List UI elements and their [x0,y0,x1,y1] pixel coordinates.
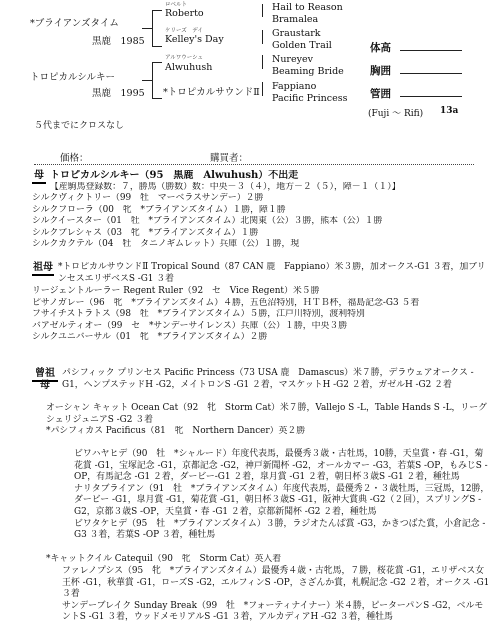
great-progeny-2 [74,449,492,542]
dam-name: トロピカルシルキー [30,72,116,83]
great-progeny [46,403,492,438]
divider [34,164,474,165]
cannon-field[interactable] [400,96,462,97]
section-mark-dam: 母 [32,170,46,184]
pedigree-g8: Pacific Princess [272,93,348,104]
dam-sire-name: Alwuhush [165,62,213,73]
granddam-section [58,262,490,285]
great-line: ファレノプシス（95 牝 *ブライアンズタイム）最優秀４歳・古牝馬，７勝，桜花賞 -G1，エリザベス女王杯 -G1，秋華賞 -G1，ローズS -G2，エルフィンS -OP，さざんか賞，札幌記念 -G2 ２着，オークス -G1 ３着 [62,566,490,600]
section-mark-great: 曾祖母 [32,368,58,382]
girth-field[interactable] [400,73,462,74]
girth-label: 胸囲 [370,65,391,77]
bracket-line [262,82,263,96]
pedigree-g4: Golden Trail [272,40,332,51]
great-progeny-3 [46,554,492,566]
bracket-line [142,80,152,81]
sire-sire-name: Roberto [165,8,204,19]
dam-dam-name: *トロピカルサウンドⅡ [163,87,260,98]
bracket-line [262,55,263,69]
dam-line: シルクイースター（01 牡 *ブライアンズタイム）北関東（公）３勝，熊本（公）１勝 [32,216,383,227]
bracket-line [152,46,162,47]
great-line: サンデーブレイク Sunday Break（99 牡 *フォーティナイナー）米４勝，ピーターパンS -G2，ベルモントS -G1 ３着，ウッドメモリアルS -G1 ３着，アルカディアH -G2 ３着，種牡馬 [62,600,484,623]
pedigree-g5: Nureyev [272,54,313,65]
great-line: ビワハヤヒデ（90 牡 *シャルード）年度代表馬，最優秀３歳・古牡馬，10勝，天皇賞・春 -G1，菊花賞 -G1，宝塚記念 -G1，京都記念 -G2，神戸新聞杯 -G2，オールカマー -G3，若葉S -OP，もみじS -OP，有馬記念 -G1 ２着，ダービー-G1 ２着，皐月賞 -G1 ２着，朝日杯３歳S -G1 ２着，種牡馬 [74,449,488,483]
great-line: *キャットクイル Catequil（90 牝 Storm Cat）英入着 [46,554,282,564]
cross-note: ５代までにクロスなし [34,121,125,131]
sire-name: *ブライアンズタイム [30,18,119,29]
granddam-line: ピサノガレー（96 牝 *ブライアンズタイム）４勝，五色沼特別，ＨＴＢ杯，福島記念-G3 ５着 [32,297,420,308]
dam-line: シルクフローラ（00 牝 *ブライアンズタイム）１勝，障１勝 [32,204,286,215]
dam-line: シルクプレシャス（03 牝 *ブライアンズタイム）１勝 [32,227,259,238]
great-line: ナリタブライアン（91 牡 *ブライアンズタイム）年度代表馬，最優秀２・３歳牡馬，三冠馬，12勝，ダービー -G1，皐月賞 -G1，菊花賞 -G1，朝日杯３歳S -G1，阪神大賞典 -G2（２回），スプリングS -G2，京都３歳S -OP，天皇賞・春 -G1 ２着，京都新聞杯 -G2 ２着，種牡馬 [74,483,490,517]
price-label: 価格： [60,153,89,164]
bracket-line [152,62,153,98]
pedigree-g7: Fappiano [272,81,317,92]
dam-line: 【産駒馬登録数：７，勝馬（勝数）数：中央－３（４），地方－２（５），障－１（１）】 [50,181,401,192]
great-line: ビワタケヒデ（95 牡 *ブライアンズタイム）３勝，ラジオたんぱ賞 -G3，かきつばた賞，小倉記念 -G3 ３着，若葉S -OP ３着，種牡馬 [74,518,486,541]
bracket-line [152,98,162,99]
granddam-line: *トロピカルサウンドⅡ Tropical Sound（87 CAN 鹿 Fappiano）米３勝，加オークス-G1 ３着，加ブリンセスエリザベスS -G1 ３着 [58,262,486,284]
dam-sire-kana: アルワウーシュ [165,55,204,61]
granddam-line: リージェントルーラー Regent Ruler（92 セ Vice Regent）米５勝 [32,286,320,296]
great-line: オーシャン キャット Ocean Cat（92 牝 Storm Cat）米７勝，Vallejo S -L，Table Hands S -L，リーグシェリジュニアS -G2 ３着 [46,403,488,425]
great-line: *パシフィカス Pacificus（81 牝 Northern Dancer）英２勝 [46,426,306,437]
granddam-line: シルクユニバーサル（01 牝 *ブライアンズタイム）２勝 [32,332,268,343]
dam-line: トロピカルシルキー（95 黒鹿 Alwuhush）不出走 [50,170,299,181]
section-mark-granddam: 祖母 [32,262,54,276]
pedigree-g2: Bramalea [272,14,319,25]
bracket-line [262,30,263,44]
great-line: パシフィック プリンセス Pacific Princess（73 USA 鹿 Damascus）米７勝，デラウェアオークス -G1，ヘンプステッドH -G2，メイトロンS -G1 ２着，マスケットH -G2 ２着，ガゼルH -G2 ２着 [62,368,474,390]
bracket-line [152,10,162,11]
dam-progeny [32,193,492,251]
dam-section [50,170,490,193]
family-line: (Fuji ～ Rifi) [368,109,424,119]
sire-sire-kana: ロベルト [165,2,188,8]
bracket-line [262,4,263,17]
sire-dam-name: Kelley's Day [165,34,224,45]
dam-info: 黒鹿 1995 [92,88,145,99]
family-number: 13a [440,106,459,116]
buyer-label: 購買者： [210,153,249,164]
dam-line: シルクヴィクトリー（99 牡 マーベラスサンデー）２勝 [32,193,264,203]
granddam-progeny [32,286,492,344]
bracket-line [152,10,153,46]
bracket-line [152,62,162,63]
cannon-label: 管囲 [370,88,391,100]
great-section [62,368,490,391]
sire-info: 黒鹿 1985 [92,36,145,47]
granddam-line: フサイチストラトス（98 牡 *ブライアンズタイム）５勝，江戸川特別，渡利特別 [32,309,365,320]
pedigree-g3: Graustark [272,28,321,39]
granddam-line: バアゼルティオー（99 セ *サンデーサイレンス）兵庫（公）１勝，中央３勝 [32,320,348,331]
height-label: 体高 [370,42,391,54]
height-field[interactable] [400,50,462,51]
great-progeny-4 [62,566,492,624]
pedigree-g1: Hail to Reason [272,2,343,13]
dam-line: シルクカクテル（04 牡 タニノギムレット）兵庫（公）１勝，現 [32,239,300,250]
sire-dam-kana: ケリーズ デイ [165,28,203,34]
pedigree-g6: Beaming Bride [272,66,344,77]
bracket-line [142,28,152,29]
